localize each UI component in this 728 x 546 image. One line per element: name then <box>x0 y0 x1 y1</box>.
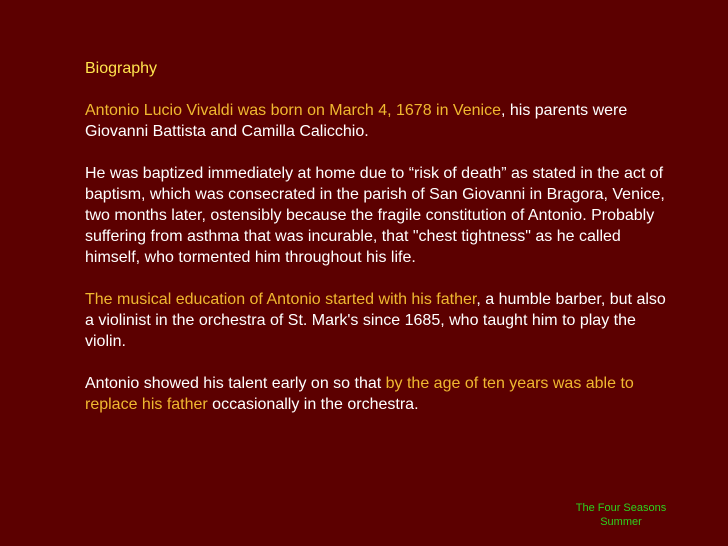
slide-content <box>85 58 675 436</box>
paragraph-talent <box>85 373 675 415</box>
footer-line-1: The Four Seasons <box>575 502 667 514</box>
talent-highlight: by the age of ten years was able to replace his father <box>85 375 634 413</box>
slide-footer <box>550 501 692 529</box>
talent-after: occasionally in the orchestra. <box>207 396 419 413</box>
education-rest: , a humble barber, but also a violinist in the orchestra of St. Mark's since 1685, who taught him to play the violin. <box>85 291 666 350</box>
footer-line-2: Summer <box>600 516 642 528</box>
birth-rest: , his parents were Giovanni Battista and Camilla Calicchio. <box>85 102 628 140</box>
slide-title: Biography <box>85 60 158 77</box>
birth-highlight: Antonio Lucio Vivaldi was born on March 4, 1678 in Venice <box>85 102 501 119</box>
paragraph-baptism: He was baptized immediately at home due to “risk of death” as stated in the act of baptism, which was consecrated in the parish of San Giovanni in Bragora, Venice, two months later, ostensibly because the fragile constitution of Antonio. Probably suffering from asthma that was incurable, that "chest tightness" as he called himself, who tormented him throughout his life. <box>85 165 665 266</box>
paragraph-birth <box>85 100 675 142</box>
education-highlight: The musical education of Antonio started with his father <box>85 291 477 308</box>
talent-before: Antonio showed his talent early on so that <box>85 375 386 392</box>
paragraph-education <box>85 289 675 352</box>
